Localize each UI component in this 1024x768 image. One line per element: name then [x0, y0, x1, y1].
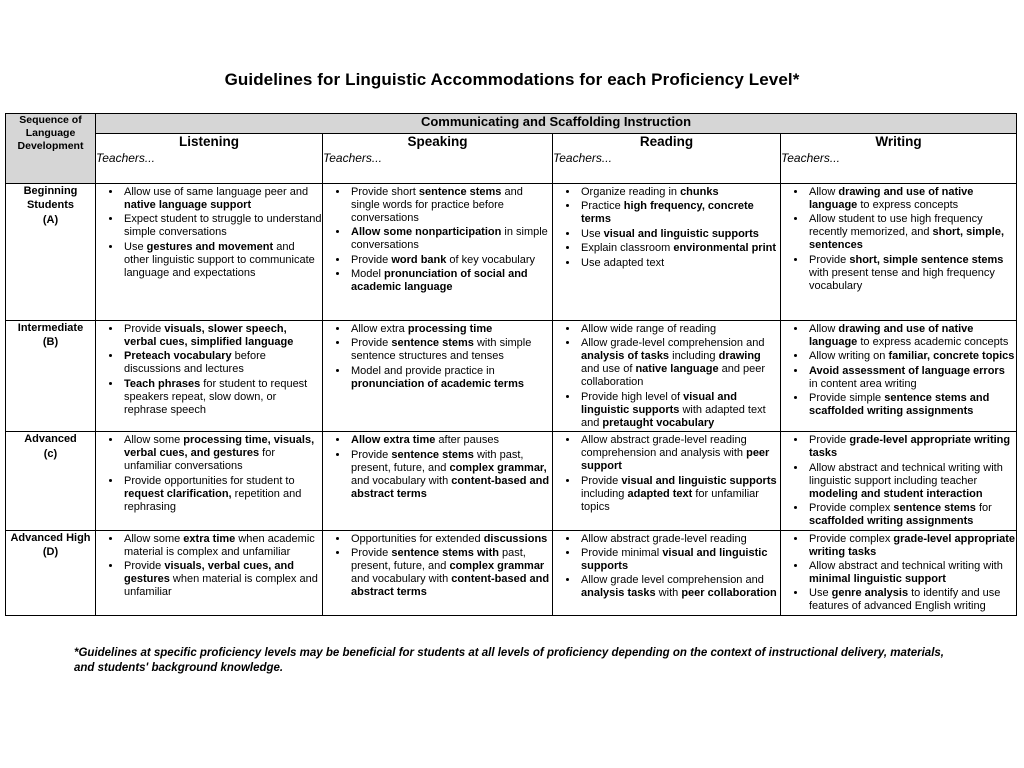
level-name: Beginning Students [23, 185, 78, 212]
bullet-item: • Opportunities for extended discussions [349, 533, 552, 546]
bullet-item: • Allow use of same language peer and native language support [122, 186, 322, 212]
bullet-list [781, 323, 1016, 418]
bullet-item: • Allow grade level comprehension and analysis tasks with peer collaboration [579, 574, 780, 600]
table-header [6, 114, 1017, 184]
bullet-item: • Provide sentence stems with past, present, future, and complex grammar and vocabulary with content-based and abstract terms [349, 547, 552, 599]
column-label: Listening [179, 134, 239, 149]
bullet-item: • Use genre analysis to identify and use features of advanced English writing [807, 587, 1016, 613]
bullet-item: • Provide sentence stems with past, present, future, and complex grammar, and vocabulary with content-based and abstract terms [349, 449, 552, 501]
bullet-item: • Provide grade-level appropriate writing tasks [807, 434, 1016, 460]
column-header-speaking [323, 134, 553, 184]
bullet-item: • Allow drawing and use of native language to express concepts [807, 186, 1016, 212]
bullet-list [323, 186, 552, 294]
level-name: Intermediate [17, 322, 84, 334]
bullet-item: • Allow drawing and use of native language to express academic concepts [807, 323, 1016, 349]
bullet-item: • Provide minimal visual and linguistic supports [579, 547, 780, 573]
footnote: *Guidelines at specific proficiency levels may be beneficial for students at all levels of proficiency depending on the context of instructional delivery, materials, and students' background knowledge. [74, 646, 944, 675]
cell-listening [96, 530, 323, 615]
bullet-list [323, 533, 552, 599]
bullet-list [553, 434, 780, 513]
row-level-label [6, 184, 96, 321]
cell-listening [96, 321, 323, 432]
bullet-item: • Allow writing on familiar, concrete topics [807, 350, 1016, 363]
bullet-list [781, 186, 1016, 293]
bullet-item: • Provide high level of visual and linguistic supports with adapted text and pretaught vocabulary [579, 391, 780, 430]
bullet-item: • Practice high frequency, concrete terms [579, 200, 780, 226]
cell-reading [553, 530, 781, 615]
cell-listening [96, 184, 323, 321]
bullet-item: • Allow some extra time when academic material is complex and unfamiliar [122, 533, 322, 559]
bullet-item: • Expect student to struggle to understand simple conversations [122, 213, 322, 239]
table-body [6, 184, 1017, 616]
level-code: (D) [42, 545, 59, 558]
bullet-list [553, 186, 780, 270]
column-header-row [6, 134, 1017, 184]
bullet-item: • Provide word bank of key vocabulary [349, 254, 552, 267]
bullet-item: • Allow grade-level comprehension and analysis of tasks including drawing and use of native language and peer collaboration [579, 337, 780, 389]
bullet-item: • Provide opportunities for student to request clarification, repetition and rephrasing [122, 475, 322, 514]
bullet-item: • Provide complex sentence stems for scaffolded writing assignments [807, 502, 1016, 528]
bullet-item: • Allow abstract and technical writing with minimal linguistic support [807, 560, 1016, 586]
bullet-item: • Allow abstract grade-level reading [579, 533, 780, 546]
row-level-label [6, 530, 96, 615]
cell-speaking [323, 530, 553, 615]
level-code: (A) [42, 213, 59, 226]
column-label: Writing [875, 134, 922, 149]
bullet-item: • Preteach vocabulary before discussions and lectures [122, 350, 322, 376]
cell-writing [781, 321, 1017, 432]
bullet-list [553, 533, 780, 601]
bullet-item: • Explain classroom environmental print [579, 242, 780, 255]
bullet-item: • Provide visuals, slower speech, verbal cues, simplified language [122, 323, 322, 349]
bullet-item: • Provide short sentence stems and single words for practice before conversations [349, 186, 552, 225]
bullet-item: • Use adapted text [579, 257, 780, 270]
level-code: (B) [42, 336, 59, 349]
table-row [6, 321, 1017, 432]
bullet-item: • Allow student to use high frequency recently memorized, and short, simple, sentences [807, 213, 1016, 252]
bullet-item: • Allow extra time after pauses [349, 434, 552, 447]
corner-header: Sequence of Language Development [6, 114, 96, 184]
bullet-list [781, 533, 1016, 614]
table-row [6, 184, 1017, 321]
bullet-item: • Allow abstract and technical writing with linguistic support including teacher modeling and student interaction [807, 462, 1016, 501]
cell-reading [553, 321, 781, 432]
band-header-row [6, 114, 1017, 134]
bullet-list [323, 434, 552, 500]
cell-speaking [323, 184, 553, 321]
cell-reading [553, 184, 781, 321]
column-subtitle: Teachers... [553, 151, 612, 165]
row-level-label [6, 321, 96, 432]
column-subtitle: Teachers... [323, 151, 382, 165]
column-subtitle: Teachers... [96, 151, 155, 165]
bullet-item: • Allow abstract grade-level reading comprehension and analysis with peer support [579, 434, 780, 473]
bullet-item: • Model and provide practice in pronunciation of academic terms [349, 365, 552, 391]
cell-reading [553, 432, 781, 530]
bullet-list [96, 533, 322, 599]
cell-speaking [323, 321, 553, 432]
bullet-list [781, 434, 1016, 528]
column-header-reading [553, 134, 781, 184]
row-level-label [6, 432, 96, 530]
bullet-item: • Organize reading in chunks [579, 186, 780, 199]
column-header-listening [96, 134, 323, 184]
bullet-item: • Provide simple sentence stems and scaffolded writing assignments [807, 392, 1016, 418]
bullet-item: • Use visual and linguistic supports [579, 228, 780, 241]
band-header: Communicating and Scaffolding Instruction [96, 114, 1017, 134]
table-row [6, 432, 1017, 530]
cell-writing [781, 530, 1017, 615]
bullet-item: • Allow some nonparticipation in simple conversations [349, 226, 552, 252]
table-row [6, 530, 1017, 615]
bullet-item: • Provide visuals, verbal cues, and gestures when material is complex and unfamiliar [122, 560, 322, 599]
column-header-writing [781, 134, 1017, 184]
bullet-item: • Model pronunciation of social and academic language [349, 268, 552, 294]
cell-listening [96, 432, 323, 530]
bullet-item: • Allow extra processing time [349, 323, 552, 336]
bullet-list [96, 434, 322, 513]
bullet-item: • Allow wide range of reading [579, 323, 780, 336]
column-label: Reading [639, 134, 694, 149]
bullet-item: • Provide sentence stems with simple sentence structures and tenses [349, 337, 552, 363]
level-code: (c) [43, 447, 58, 460]
bullet-item: • Provide short, simple sentence stems with present tense and high frequency vocabulary [807, 254, 1016, 293]
bullet-list [323, 323, 552, 391]
bullet-item: • Provide complex grade-level appropriate writing tasks [807, 533, 1016, 559]
cell-writing [781, 184, 1017, 321]
level-name: Advanced High [10, 531, 91, 544]
bullet-list [96, 323, 322, 417]
bullet-list [553, 323, 780, 430]
column-subtitle: Teachers... [781, 151, 840, 165]
bullet-item: • Allow some processing time, visuals, verbal cues, and gestures for unfamiliar conversations [122, 434, 322, 473]
bullet-list [96, 186, 322, 280]
bullet-item: • Use gestures and movement and other linguistic support to communicate language and expectations [122, 241, 322, 280]
column-label: Speaking [407, 134, 468, 149]
cell-speaking [323, 432, 553, 530]
bullet-item: • Avoid assessment of language errors in content area writing [807, 365, 1016, 391]
cell-writing [781, 432, 1017, 530]
accommodations-table [5, 113, 1017, 616]
bullet-item: • Teach phrases for student to request speakers repeat, slow down, or rephrase speech [122, 378, 322, 417]
page-title: Guidelines for Linguistic Accommodations for each Proficiency Level* [224, 70, 800, 89]
level-name: Advanced [24, 433, 77, 446]
bullet-item: • Provide visual and linguistic supports including adapted text for unfamiliar topics [579, 475, 780, 514]
